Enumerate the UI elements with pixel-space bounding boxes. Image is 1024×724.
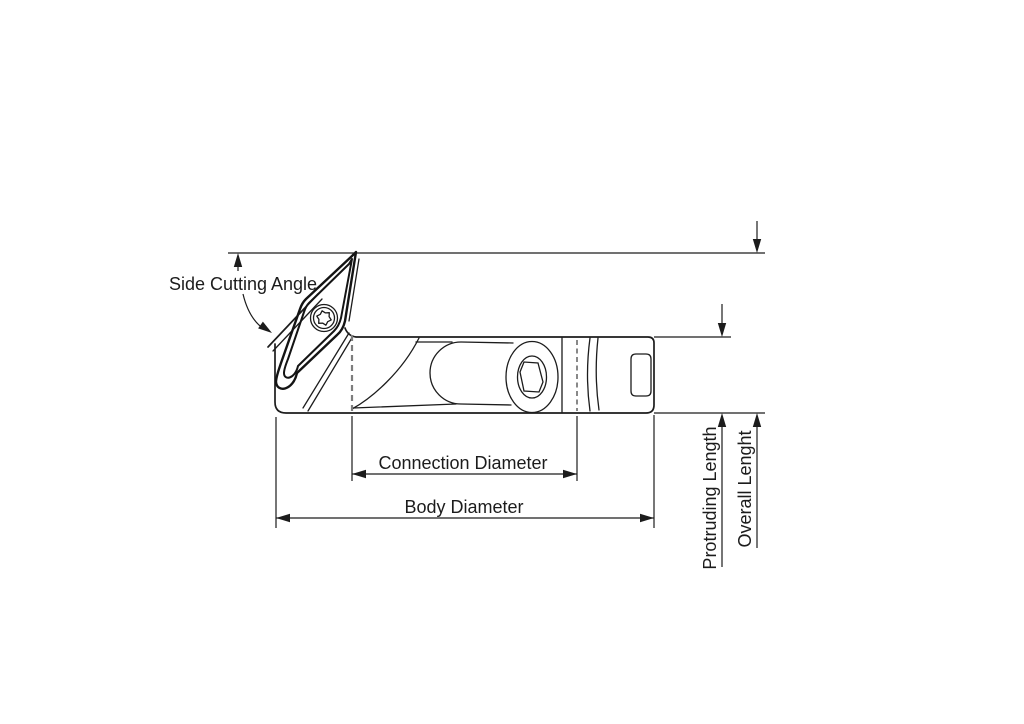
insert-outer-outline (276, 252, 356, 389)
head-slant-face-inner-line (273, 299, 322, 351)
body-dim-arrow-left (276, 514, 290, 522)
protruding-dim-arrow-bottom (718, 413, 726, 427)
labels-group (169, 274, 755, 570)
torx-star-icon (317, 311, 331, 325)
flat-bottom-edge-line (353, 404, 456, 408)
side-cutting-angle-arc (243, 294, 264, 329)
overall-length-label: Overall Lenght (735, 430, 755, 548)
protruding-dim-arrow-top (718, 323, 726, 337)
connection-dim-arrow-right (563, 470, 577, 478)
side-cutting-angle-arrow-up (234, 253, 242, 267)
body-diameter-label: Body Diameter (404, 497, 524, 517)
hex-socket-icon (520, 362, 543, 392)
torx-screw-outer-ring (311, 305, 338, 332)
screw-slot-outline (430, 342, 513, 405)
overall-dim-arrow-top (753, 239, 761, 253)
flange-line-3 (596, 338, 599, 410)
flange-line-2 (588, 338, 591, 411)
extension-lines-group (228, 253, 765, 528)
clamp-screw-counterbore (506, 342, 558, 413)
shank-notch-outline (631, 354, 651, 396)
insert-group (276, 252, 359, 389)
body-dim-arrow-right (640, 514, 654, 522)
protruding-length-label: Protruding Length (700, 426, 720, 570)
side-cutting-angle-arc-arrow (258, 322, 272, 333)
connection-diameter-label: Connection Diameter (378, 453, 548, 473)
connection-dim-arrow-left (352, 470, 366, 478)
torx-screw-inner-ring (314, 308, 335, 329)
tool-body-group (268, 294, 654, 413)
overall-dim-arrow-bottom (753, 413, 761, 427)
side-cutting-angle-label: Side Cutting Angle (168, 274, 318, 294)
neck-cone-line (352, 338, 419, 409)
insert-pocket-face-line-2 (308, 336, 353, 411)
